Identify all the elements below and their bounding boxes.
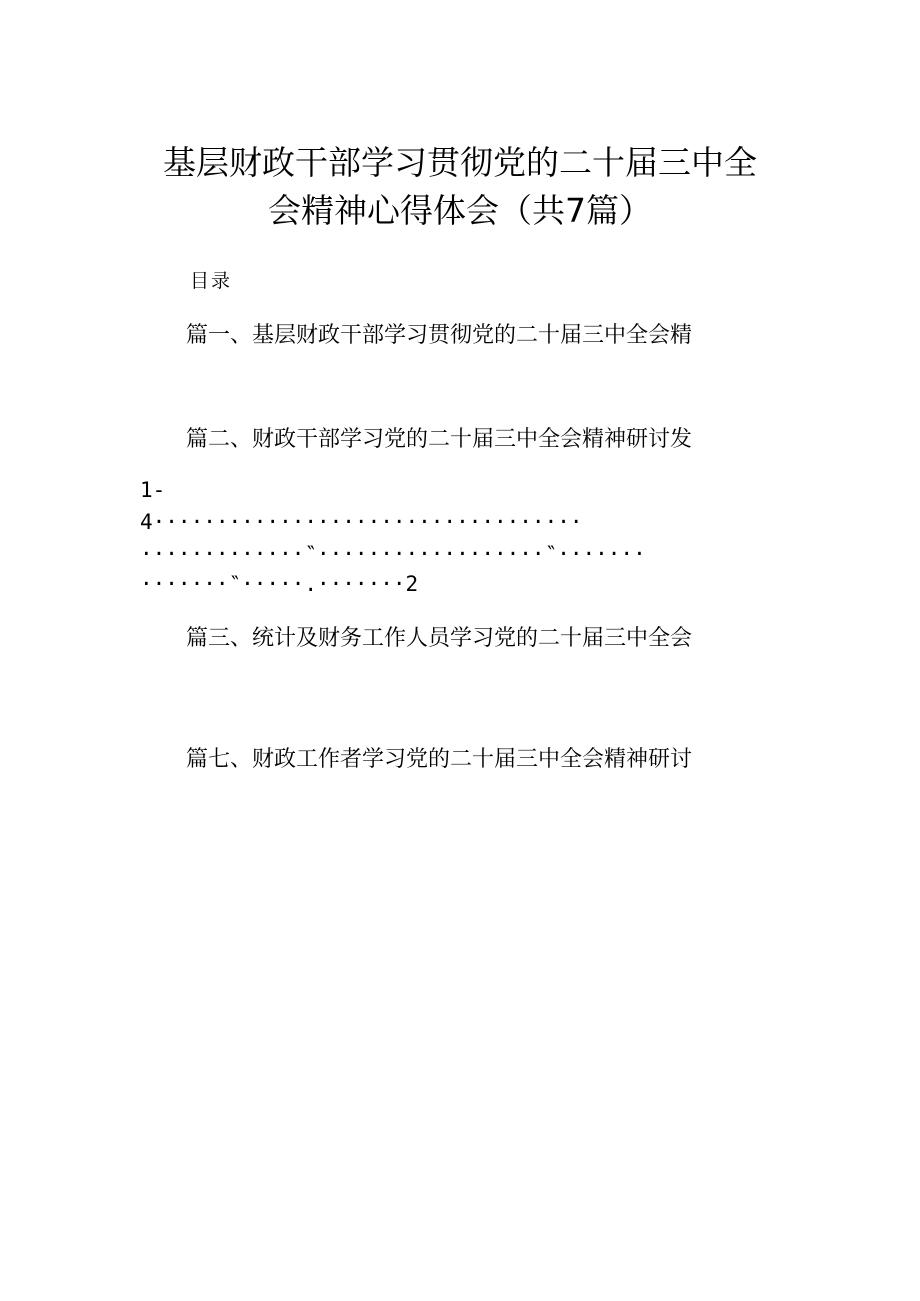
toc-entry-1[interactable]: 篇一、基层财政干部学习贯彻党的二十届三中全会精 [186, 323, 693, 348]
toc-entry-4[interactable]: 篇七、财政工作者学习党的二十届三中全会精神研讨 [186, 747, 693, 772]
toc-leader-line-3: ·············‶··················‶······· [140, 542, 646, 566]
toc-entry-2[interactable]: 篇二、财政干部学习党的二十届三中全会精神研讨发 [186, 427, 693, 452]
toc-entry-3[interactable]: 篇三、统计及财务工作人员学习党的二十届三中全会 [186, 626, 693, 651]
document-title-line-2: 会精神心得体会（共7篇） [268, 191, 652, 230]
toc-leader-line-2: 4·································· [140, 510, 583, 534]
toc-leader-line-4: ·······‶·····.·······2 [140, 572, 419, 596]
toc-leader-line-1: 1- [140, 478, 166, 502]
toc-heading: 目录 [190, 270, 233, 292]
document-title-line-1: 基层财政干部学习贯彻党的二十届三中全 [163, 143, 757, 182]
